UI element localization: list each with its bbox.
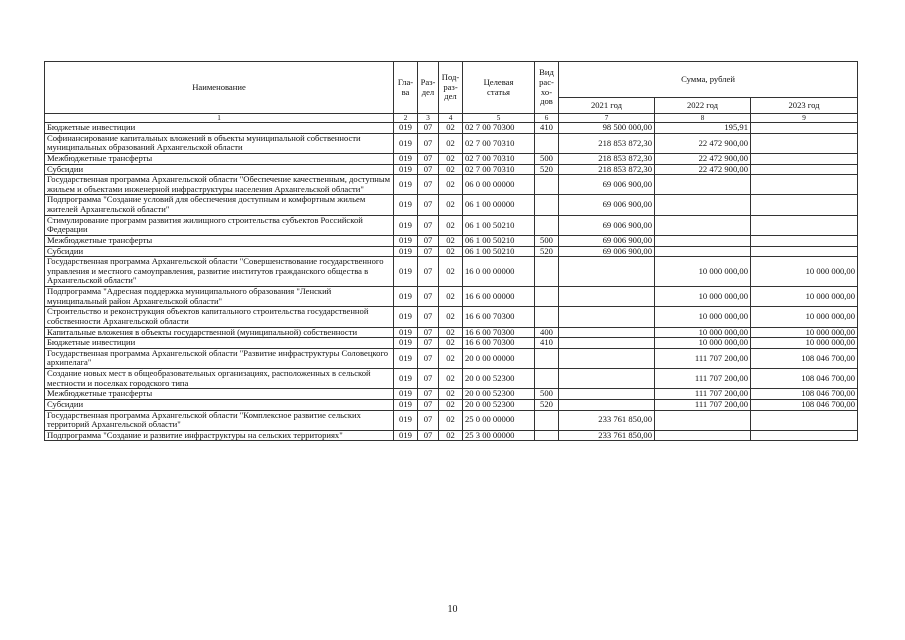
- row-sum-2021: [559, 257, 655, 287]
- row-section: 07: [418, 175, 439, 195]
- row-expense-type: 500: [535, 389, 559, 400]
- column-number: 6: [535, 114, 559, 123]
- row-name: Государственная программа Архангельской области "Комплексное развитие сельских территорий Архангельской области": [45, 410, 394, 430]
- row-sum-2021: 69 006 900,00: [559, 215, 655, 235]
- row-subsection: 02: [439, 133, 463, 153]
- row-target-article: 06 1 00 50210: [463, 235, 535, 246]
- row-expense-type: [535, 195, 559, 215]
- row-sum-2022: 10 000 000,00: [655, 327, 751, 338]
- row-subsection: 02: [439, 369, 463, 389]
- table-row: [45, 133, 858, 153]
- row-sum-2021: 218 853 872,30: [559, 164, 655, 175]
- column-number-row: [45, 114, 858, 123]
- row-sum-2022: [655, 430, 751, 441]
- table-row: [45, 164, 858, 175]
- row-sum-2021: 218 853 872,30: [559, 133, 655, 153]
- row-sum-2022: [655, 246, 751, 257]
- column-number: 2: [394, 114, 418, 123]
- row-expense-type: [535, 410, 559, 430]
- row-section: 07: [418, 153, 439, 164]
- column-number: 3: [418, 114, 439, 123]
- header-expense-type: Вид рас- хо- дов: [535, 62, 559, 114]
- row-sum-2021: [559, 338, 655, 349]
- table-row: [45, 327, 858, 338]
- table-row: [45, 235, 858, 246]
- row-chapter: 019: [394, 153, 418, 164]
- row-sum-2023: [751, 175, 858, 195]
- row-sum-2022: 10 000 000,00: [655, 307, 751, 327]
- row-sum-2021: [559, 327, 655, 338]
- row-chapter: 019: [394, 133, 418, 153]
- row-section: 07: [418, 369, 439, 389]
- row-chapter: 019: [394, 389, 418, 400]
- header-year-2023: 2023 год: [751, 98, 858, 114]
- row-chapter: 019: [394, 123, 418, 134]
- row-chapter: 019: [394, 164, 418, 175]
- row-target-article: 06 1 00 50210: [463, 246, 535, 257]
- column-number: 1: [45, 114, 394, 123]
- row-section: 07: [418, 338, 439, 349]
- table-row: [45, 307, 858, 327]
- header-year-2021: 2021 год: [559, 98, 655, 114]
- row-name: Государственная программа Архангельской области "Обеспечение качественным, доступным жильем и объектами инженерной инфраструктуры населения Архангельской области": [45, 175, 394, 195]
- row-subsection: 02: [439, 246, 463, 257]
- row-section: 07: [418, 287, 439, 307]
- row-sum-2022: [655, 215, 751, 235]
- row-subsection: 02: [439, 235, 463, 246]
- row-subsection: 02: [439, 153, 463, 164]
- table-row: [45, 389, 858, 400]
- row-expense-type: [535, 133, 559, 153]
- row-sum-2023: 10 000 000,00: [751, 338, 858, 349]
- table-row: [45, 338, 858, 349]
- table-row: [45, 348, 858, 368]
- row-target-article: 02 7 00 70300: [463, 123, 535, 134]
- row-sum-2022: 10 000 000,00: [655, 257, 751, 287]
- row-name: Подпрограмма "Адресная поддержка муниципального образования "Ленский муниципальный район Архангельской области": [45, 287, 394, 307]
- row-sum-2023: [751, 430, 858, 441]
- row-name: Межбюджетные трансферты: [45, 235, 394, 246]
- row-target-article: 06 0 00 00000: [463, 175, 535, 195]
- row-section: 07: [418, 307, 439, 327]
- row-chapter: 019: [394, 235, 418, 246]
- page-number: 10: [447, 604, 458, 615]
- row-name: Субсидии: [45, 399, 394, 410]
- row-section: 07: [418, 430, 439, 441]
- row-target-article: 16 0 00 00000: [463, 257, 535, 287]
- row-expense-type: [535, 307, 559, 327]
- table-row: [45, 195, 858, 215]
- row-sum-2022: 111 707 200,00: [655, 399, 751, 410]
- row-target-article: 16 6 00 00000: [463, 287, 535, 307]
- row-sum-2023: 10 000 000,00: [751, 257, 858, 287]
- table-row: [45, 399, 858, 410]
- row-expense-type: 500: [535, 235, 559, 246]
- row-sum-2021: [559, 399, 655, 410]
- row-sum-2022: [655, 195, 751, 215]
- row-name: Государственная программа Архангельской области "Совершенствование государственного управления и местного самоуправления, развитие институтов гражданского общества в Архангельской области": [45, 257, 394, 287]
- row-name: Подпрограмма "Создание и развитие инфраструктуры на сельских территориях": [45, 430, 394, 441]
- row-expense-type: [535, 215, 559, 235]
- row-sum-2022: [655, 235, 751, 246]
- row-sum-2022: 22 472 900,00: [655, 133, 751, 153]
- header-sum: Сумма, рублей: [559, 62, 858, 98]
- row-chapter: 019: [394, 399, 418, 410]
- row-name: Строительство и реконструкция объектов капитального строительства государственной собственности Архангельской области: [45, 307, 394, 327]
- row-name: Софинансирование капитальных вложений в объекты муниципальной собственности муниципальных образований Архангельской области: [45, 133, 394, 153]
- row-expense-type: [535, 175, 559, 195]
- row-expense-type: 400: [535, 327, 559, 338]
- row-expense-type: 520: [535, 164, 559, 175]
- row-chapter: 019: [394, 369, 418, 389]
- table-row: [45, 246, 858, 257]
- row-subsection: 02: [439, 430, 463, 441]
- row-section: 07: [418, 235, 439, 246]
- row-chapter: 019: [394, 257, 418, 287]
- row-sum-2022: 22 472 900,00: [655, 153, 751, 164]
- table-row: [45, 153, 858, 164]
- row-subsection: 02: [439, 389, 463, 400]
- row-chapter: 019: [394, 410, 418, 430]
- row-name: Субсидии: [45, 164, 394, 175]
- row-sum-2023: 10 000 000,00: [751, 307, 858, 327]
- budget-table: [44, 61, 858, 441]
- row-subsection: 02: [439, 399, 463, 410]
- row-sum-2022: 111 707 200,00: [655, 389, 751, 400]
- row-name: Межбюджетные трансферты: [45, 389, 394, 400]
- row-name: Бюджетные инвестиции: [45, 338, 394, 349]
- row-expense-type: 410: [535, 338, 559, 349]
- column-number: 4: [439, 114, 463, 123]
- row-expense-type: 520: [535, 246, 559, 257]
- row-subsection: 02: [439, 195, 463, 215]
- row-name: Государственная программа Архангельской области "Развитие инфраструктуры Соловецкого архипелага": [45, 348, 394, 368]
- row-subsection: 02: [439, 338, 463, 349]
- header-podrazdel: Под- раз- дел: [439, 62, 463, 114]
- row-sum-2021: [559, 287, 655, 307]
- row-sum-2023: 108 046 700,00: [751, 369, 858, 389]
- row-sum-2023: 108 046 700,00: [751, 348, 858, 368]
- row-target-article: 20 0 00 52300: [463, 399, 535, 410]
- row-target-article: 16 6 00 70300: [463, 327, 535, 338]
- row-sum-2021: 233 761 850,00: [559, 410, 655, 430]
- row-name: Стимулирование программ развития жилищного строительства субъектов Российской Федерации: [45, 215, 394, 235]
- row-target-article: 16 6 00 70300: [463, 338, 535, 349]
- row-sum-2023: [751, 235, 858, 246]
- row-section: 07: [418, 327, 439, 338]
- row-chapter: 019: [394, 327, 418, 338]
- row-section: 07: [418, 215, 439, 235]
- row-subsection: 02: [439, 307, 463, 327]
- row-subsection: 02: [439, 175, 463, 195]
- row-section: 07: [418, 133, 439, 153]
- row-section: 07: [418, 389, 439, 400]
- table-row: [45, 410, 858, 430]
- row-section: 07: [418, 246, 439, 257]
- row-subsection: 02: [439, 164, 463, 175]
- row-sum-2021: 69 006 900,00: [559, 195, 655, 215]
- row-sum-2021: 69 006 900,00: [559, 235, 655, 246]
- row-sum-2023: [751, 164, 858, 175]
- row-target-article: 06 1 00 50210: [463, 215, 535, 235]
- header-razdel: Раз- дел: [418, 62, 439, 114]
- row-chapter: 019: [394, 175, 418, 195]
- column-number: 9: [751, 114, 858, 123]
- row-sum-2023: [751, 410, 858, 430]
- row-subsection: 02: [439, 327, 463, 338]
- row-sum-2022: 111 707 200,00: [655, 348, 751, 368]
- row-sum-2021: [559, 348, 655, 368]
- table-row: [45, 430, 858, 441]
- row-target-article: 20 0 00 52300: [463, 369, 535, 389]
- row-target-article: 20 0 00 52300: [463, 389, 535, 400]
- row-target-article: 06 1 00 00000: [463, 195, 535, 215]
- row-sum-2021: [559, 307, 655, 327]
- row-sum-2022: 111 707 200,00: [655, 369, 751, 389]
- row-expense-type: [535, 369, 559, 389]
- row-sum-2021: [559, 389, 655, 400]
- row-subsection: 02: [439, 123, 463, 134]
- row-sum-2021: 98 500 000,00: [559, 123, 655, 134]
- row-sum-2023: 108 046 700,00: [751, 399, 858, 410]
- table-row: [45, 369, 858, 389]
- row-expense-type: 500: [535, 153, 559, 164]
- header-year-2022: 2022 год: [655, 98, 751, 114]
- row-chapter: 019: [394, 215, 418, 235]
- row-sum-2022: [655, 175, 751, 195]
- table-row: [45, 123, 858, 134]
- row-sum-2023: [751, 195, 858, 215]
- row-sum-2021: 69 006 900,00: [559, 175, 655, 195]
- row-sum-2023: [751, 123, 858, 134]
- column-number: 7: [559, 114, 655, 123]
- row-sum-2023: [751, 133, 858, 153]
- row-sum-2023: 108 046 700,00: [751, 389, 858, 400]
- row-section: 07: [418, 164, 439, 175]
- table-row: [45, 287, 858, 307]
- row-section: 07: [418, 195, 439, 215]
- row-chapter: 019: [394, 246, 418, 257]
- header-target-article: Целевая статья: [463, 62, 535, 114]
- row-sum-2022: 10 000 000,00: [655, 338, 751, 349]
- row-target-article: 20 0 00 00000: [463, 348, 535, 368]
- row-sum-2023: 10 000 000,00: [751, 287, 858, 307]
- row-subsection: 02: [439, 410, 463, 430]
- row-chapter: 019: [394, 287, 418, 307]
- row-name: Создание новых мест в общеобразовательных организациях, расположенных в сельской местности и поселках городского типа: [45, 369, 394, 389]
- table-row: [45, 175, 858, 195]
- table-body: [45, 123, 858, 441]
- row-sum-2021: 218 853 872,30: [559, 153, 655, 164]
- row-target-article: 02 7 00 70310: [463, 133, 535, 153]
- row-sum-2023: [751, 215, 858, 235]
- table-row: [45, 257, 858, 287]
- row-sum-2023: 10 000 000,00: [751, 327, 858, 338]
- row-sum-2021: 233 761 850,00: [559, 430, 655, 441]
- column-number: 5: [463, 114, 535, 123]
- header-glava: Гла- ва: [394, 62, 418, 114]
- row-subsection: 02: [439, 287, 463, 307]
- row-sum-2023: [751, 246, 858, 257]
- row-expense-type: [535, 348, 559, 368]
- row-section: 07: [418, 123, 439, 134]
- row-subsection: 02: [439, 348, 463, 368]
- row-name: Субсидии: [45, 246, 394, 257]
- row-sum-2021: [559, 369, 655, 389]
- row-sum-2022: 195,91: [655, 123, 751, 134]
- row-expense-type: [535, 430, 559, 441]
- row-chapter: 019: [394, 338, 418, 349]
- row-target-article: 02 7 00 70310: [463, 164, 535, 175]
- row-section: 07: [418, 257, 439, 287]
- row-target-article: 25 3 00 00000: [463, 430, 535, 441]
- row-target-article: 16 6 00 70300: [463, 307, 535, 327]
- row-sum-2023: [751, 153, 858, 164]
- row-section: 07: [418, 410, 439, 430]
- row-chapter: 019: [394, 195, 418, 215]
- row-chapter: 019: [394, 307, 418, 327]
- row-name: Капитальные вложения в объекты государственной (муниципальной) собственности: [45, 327, 394, 338]
- row-expense-type: [535, 287, 559, 307]
- column-number: 8: [655, 114, 751, 123]
- row-sum-2022: 10 000 000,00: [655, 287, 751, 307]
- table-row: [45, 215, 858, 235]
- row-chapter: 019: [394, 348, 418, 368]
- row-target-article: 25 0 00 00000: [463, 410, 535, 430]
- row-name: Подпрограмма "Создание условий для обеспечения доступным и комфортным жильем жителей Архангельской области": [45, 195, 394, 215]
- row-sum-2021: 69 006 900,00: [559, 246, 655, 257]
- row-subsection: 02: [439, 215, 463, 235]
- row-expense-type: [535, 257, 559, 287]
- row-section: 07: [418, 399, 439, 410]
- row-sum-2022: 22 472 900,00: [655, 164, 751, 175]
- row-expense-type: 410: [535, 123, 559, 134]
- row-target-article: 02 7 00 70310: [463, 153, 535, 164]
- row-sum-2022: [655, 410, 751, 430]
- row-name: Межбюджетные трансферты: [45, 153, 394, 164]
- row-expense-type: 520: [535, 399, 559, 410]
- row-section: 07: [418, 348, 439, 368]
- row-chapter: 019: [394, 430, 418, 441]
- header-name: Наименование: [45, 62, 394, 114]
- row-subsection: 02: [439, 257, 463, 287]
- row-name: Бюджетные инвестиции: [45, 123, 394, 134]
